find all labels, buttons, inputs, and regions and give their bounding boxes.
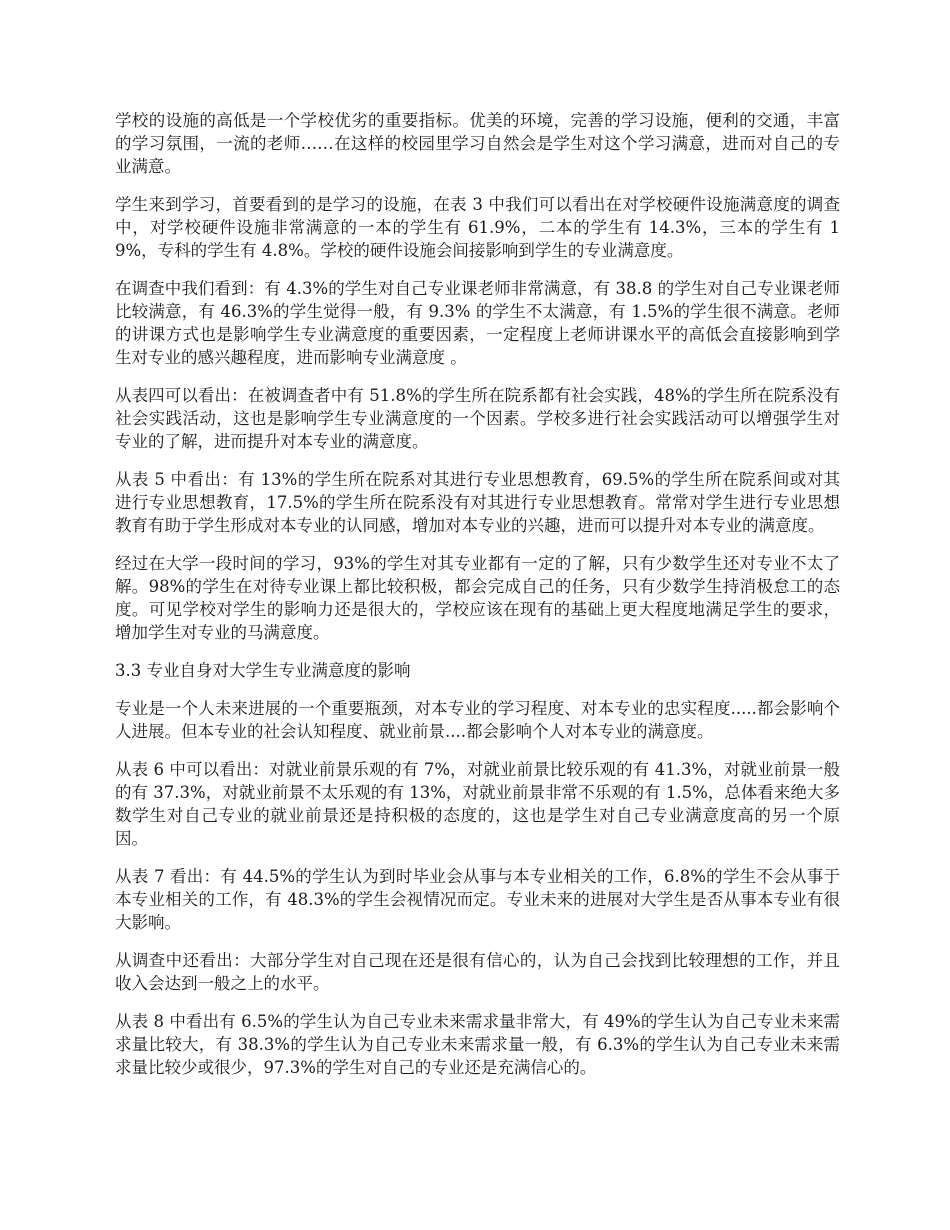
paragraph-table6-prospects: 从表 6 中可以看出：对就业前景乐观的有 7%，对就业前景比较乐观的有 41.3%，对就业前景一般的有 37.3%，对就业前景不太乐观的有 13%，对就业前景非常不乐观的有 1.5%，总体看来绝大多数学生对自己专业的就业前景还是持积极的态度的，这也是学生对自己专业满意度高的另一个原因。: [115, 760, 840, 848]
paragraph-table4-practice: 从表四可以看出：在被调查者中有 51.8%的学生所在院系都有社会实践，48%的学生所在院系没有社会实践活动，这也是影响学生专业满意度的一个因素。学校多进行社会实践活动可以增强学生对专业的了解，进而提升对本专业的满意度。: [115, 386, 840, 451]
paragraph-study-attitude: 经过在大学一段时间的学习，93%的学生对其专业都有一定的了解，只有少数学生还对专业不太了解。98%的学生在对待专业课上都比较积极，都会完成自己的任务，只有少数学生持消极怠工的态度。可见学校对学生的影响力还是很大的，学校应该在现有的基础上更大程度地满足学生的要求，增加学生对专业的马满意度。: [115, 554, 840, 642]
paragraph-facilities-intro: 学校的设施的高低是一个学校优劣的重要指标。优美的环境，完善的学习设施，便利的交通，丰富的学习氛围，一流的老师……在这样的校园里学习自然会是学生对这个学习满意，进而对自己的专业满意。: [115, 111, 840, 176]
paragraph-table8-demand: 从表 8 中看出有 6.5%的学生认为自己专业未来需求量非常大，有 49%的学生认为自己专业未来需求量比较大，有 38.3%的学生认为自己专业未来需求量一般，有 6.3%的学生认为自己专业未来需求量比较少或很少，97.3%的学生对自己的专业还是充满信心的。: [115, 1012, 840, 1077]
section-heading-3-3: 3.3 专业自身对大学生专业满意度的影响: [115, 661, 411, 680]
paragraph-confidence: 从调查中还看出：大部分学生对自己现在还是很有信心的，认为自己会找到比较理想的工作，并且收入会达到一般之上的水平。: [115, 951, 840, 993]
paragraph-table3-hardware: 学生来到学习，首要看到的是学习的设施，在表 3 中我们可以看出在对学校硬件设施满意度的调查中，对学校硬件设施非常满意的一本的学生有 61.9%，二本的学生有 14.3%，三本的学生有 19%，专科的学生有 4.8%。学校的硬件设施会间接影响到学生的专业满意度。: [115, 195, 840, 260]
paragraph-teacher-satisfaction: 在调查中我们看到：有 4.3%的学生对自己专业课老师非常满意，有 38.8 的学生对自己专业课老师比较满意，有 46.3%的学生觉得一般，有 9.3% 的学生不太满意，有 1.5%的学生很不满意。老师的讲课方式也是影响学生专业满意度的重要因素，一定程度上老师讲课水平的高低会直接影响到学生对专业的感兴趣程度，进而影响专业满意度 。: [115, 279, 840, 367]
paragraph-table5-education: 从表 5 中看出：有 13%的学生所在院系对其进行专业思想教育，69.5%的学生所在院系间或对其进行专业思想教育，17.5%的学生所在院系没有对其进行专业思想教育。常常对学生进行专业思想教育有助于学生形成对本专业的认同感，增加对本专业的兴趣，进而可以提升对本专业的满意度。: [115, 470, 840, 535]
paragraph-table7-career: 从表 7 看出：有 44.5%的学生认为到时毕业会从事与本专业相关的工作，6.8%的学生不会从事于本专业相关的工作，有 48.3%的学生会视情况而定。专业未来的进展对大学生是否从事本专业有很大影响。: [115, 867, 840, 932]
paragraph-major-intro: 专业是一个人未来进展的一个重要瓶颈，对本专业的学习程度、对本专业的忠实程度.....都会影响个人进展。但本专业的社会认知程度、就业前景....都会影响个人对本专业的满意度。: [115, 699, 840, 741]
document-page: [115, 109, 840, 1094]
